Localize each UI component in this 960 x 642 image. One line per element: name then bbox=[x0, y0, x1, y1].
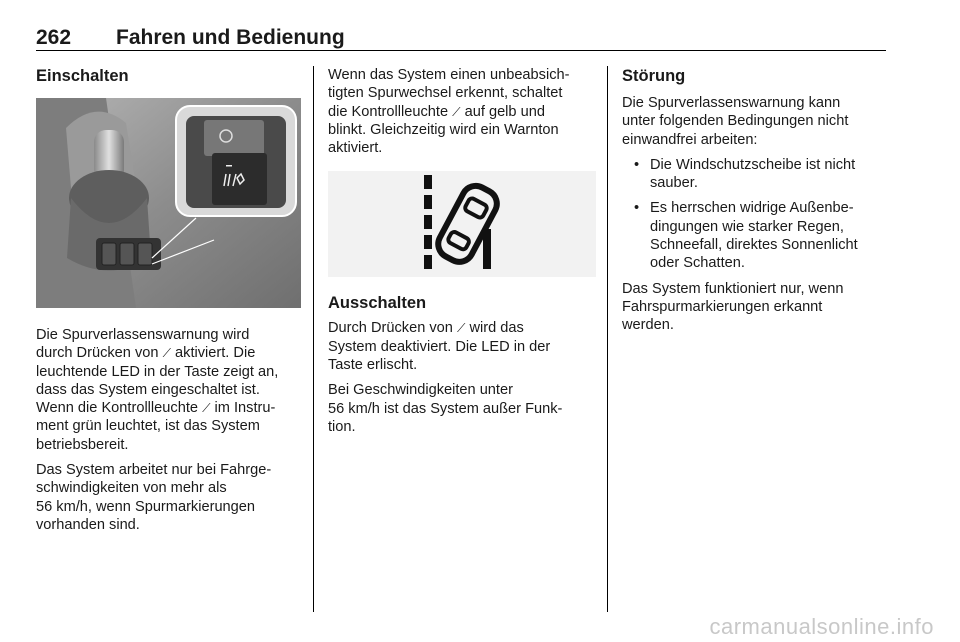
paragraph: Wenn das System einen unbeabsich- tigten Spurwechsel erkennt, schaltet die Kontrollleuchte ⟋ auf gelb und blinkt. Gleichzeitig wird ein Warnton aktiviert. bbox=[328, 67, 570, 157]
paragraph: Das System funktioniert nur, wenn Fahrspurmarkierungen erkannt werden. bbox=[622, 280, 844, 334]
paragraph: Die Spurverlassenswarnung kann unter folgenden Bedingungen nicht einwandfrei arbeiten: bbox=[622, 95, 849, 148]
section-heading-stoerung: Störung bbox=[622, 67, 686, 85]
column-middle bbox=[328, 66, 596, 443]
list-item: • Die Windschutzscheibe ist nicht sauber. bbox=[622, 156, 886, 193]
column-divider bbox=[313, 66, 314, 612]
paragraph: Bei Geschwindigkeiten unter 56 km/h ist das System außer Funk- tion. bbox=[328, 382, 563, 435]
bullet-list bbox=[622, 156, 886, 273]
lane-departure-warning-icon: ⟋ bbox=[162, 346, 171, 361]
lane-departure-warning-icon: ⟋ bbox=[202, 401, 211, 416]
column-right bbox=[622, 66, 886, 342]
column-left bbox=[36, 66, 301, 541]
lane-button-photo bbox=[36, 98, 301, 308]
column-divider bbox=[607, 66, 608, 612]
section-heading-ausschalten: Ausschalten bbox=[328, 294, 427, 313]
paragraph: Das System arbeitet nur bei Fahrge- schwindigkeiten von mehr als 56 km/h, wenn Spurmarkierungen vorhanden sind. bbox=[36, 462, 272, 533]
lane-departure-warning-icon: ⟋ bbox=[452, 104, 461, 119]
list-item: • Es herrschen widrige Außenbe- dingungen wie starker Regen, Schneefall, direktes Sonnenlicht oder Schatten. bbox=[622, 199, 886, 272]
paragraph: Durch Drücken von ⟋ wird das System deaktiviert. Die LED in der Taste erlischt. bbox=[328, 320, 551, 374]
lane-departure-symbol-illustration bbox=[328, 171, 596, 277]
chapter-title: Fahren und Bedienung bbox=[116, 26, 345, 49]
lane-departure-warning-icon: ⟋ bbox=[456, 321, 466, 336]
page-number: 262 bbox=[36, 26, 72, 49]
paragraph: Die Spurverlassenswarnung wird durch Drücken von ⟋ aktiviert. Die leuchtende LED in der Taste zeigt an, dass das System eingeschaltet ist. Wenn die Kontrollleuchte ⟋ im Instru- ment grün leuchtet, ist das System betriebsbereit. bbox=[36, 327, 279, 453]
section-heading-einschalten: Einschalten bbox=[36, 67, 129, 85]
watermark-link[interactable]: carmanualsonline.info bbox=[709, 614, 934, 639]
page-header bbox=[36, 26, 886, 51]
